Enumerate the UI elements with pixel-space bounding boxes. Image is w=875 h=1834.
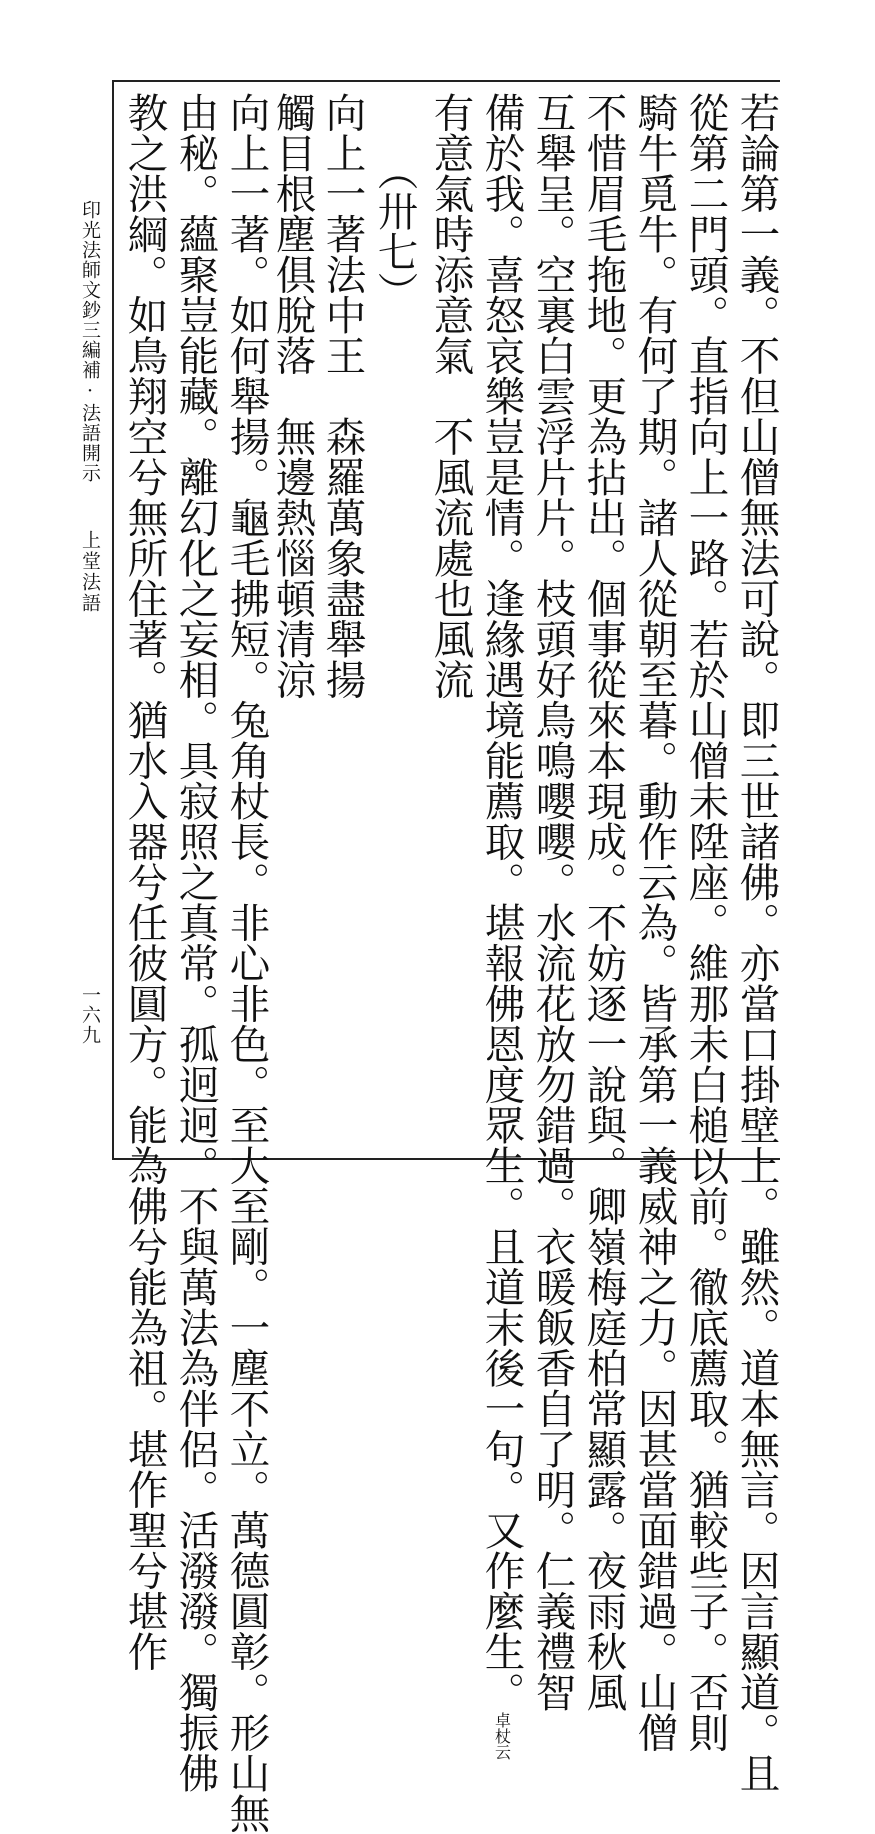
section-heading: （卅七）	[370, 150, 419, 312]
text-column-2: 從第二門頭。直指向上一路。若於山僧未陞座。維那未白槌以前。徹底薦取。猶較些子。否則	[681, 92, 730, 1753]
text-column-13: 教之洪綱。如鳥翔空兮無所住著。猶水入器兮任彼圓方。能為佛兮能為祖。堪作聖兮堪作	[120, 92, 169, 1672]
page-number: 一六九	[79, 985, 101, 1045]
verse-line-1: 有意氣時添意氣 不風流處也風流	[426, 92, 475, 700]
text-column-4: 不惜眉毛拖地。更為拈出。個事從來本現成。不妨逐一說與。卿嶺梅庭柏常顯露。夜雨秋風	[579, 92, 628, 1712]
running-head-section: 上堂法語	[79, 530, 101, 614]
text-column-11: 向上一著。如何舉揚。龜毛拂短。兔角杖長。非心非色。至大至剛。一塵不立。萬德圓彰。形山無	[222, 92, 271, 1834]
frame-top-rule	[112, 80, 780, 82]
text-column-6-note: 卓杖云	[492, 1712, 512, 1760]
frame-left-rule	[112, 80, 114, 1160]
running-head-title: 印光法師文鈔三編補·法語開示	[79, 200, 101, 483]
verse-line-2: 向上一著法中王 森羅萬象盡舉揚	[318, 92, 367, 700]
verse-line-3: 觸目根塵俱脫落 無邊熱惱頓清涼	[268, 92, 317, 700]
text-column-6: 備於我。喜怒哀樂豈是情。逢緣遇境能薦取。堪報佛恩度眾生。且道末後一句。又作麼生。	[477, 92, 526, 1712]
text-column-12: 由秘。蘊聚豈能藏。離幻化之妄相。具寂照之真常。孤迥迥。不與萬法為伴侶。活潑潑。獨振佛	[171, 92, 220, 1793]
text-column-5: 互舉呈。空裏白雲浮片片。枝頭好鳥鳴嚶嚶。水流花放勿錯過。衣暖飯香自了明。仁義禮智	[528, 92, 577, 1712]
text-column-3: 騎牛覓牛。有何了期。諸人從朝至暮。動作云為。皆承第一義威神之力。因甚當面錯過。山僧	[630, 92, 679, 1753]
text-column-1: 若論第一義。不但山僧無法可說。即三世諸佛。亦當口掛壁上。雖然。道本無言。因言顯道。且	[732, 92, 781, 1793]
text-column-6-wrapper	[477, 92, 526, 1760]
